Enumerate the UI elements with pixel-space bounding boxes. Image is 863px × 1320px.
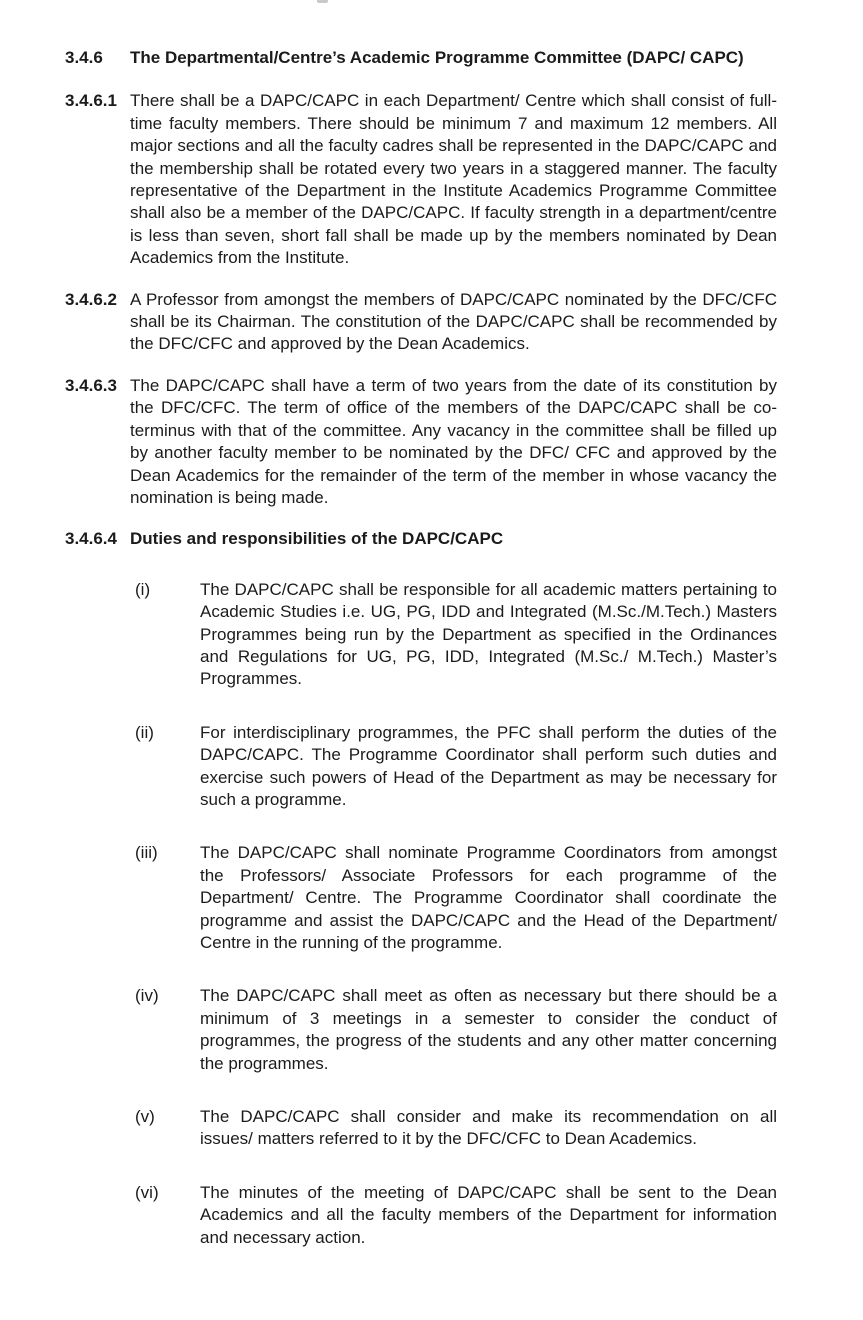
- list-item-v: [65, 1106, 777, 1151]
- section-heading: [65, 47, 777, 69]
- list-marker: (i): [135, 579, 151, 599]
- clause-text: The DAPC/CAPC shall have a term of two years from the date of its constitution by the DFC/CFC. The term of office of the members of the DAPC/CAPC shall be co-terminus with that of the committee. Any vacancy in the committee shall be filled up by another faculty member to be nominated by the DFC/ CFC and approved by the Dean Academics for the remainder of the term of the member in whose vacancy the nomination is being made.: [130, 375, 777, 507]
- list-item-i: [65, 579, 777, 691]
- list-marker: (v): [135, 1107, 155, 1127]
- clause-text: A Professor from amongst the members of DAPC/CAPC nominated by the DFC/CFC shall be its Chairman. The constitution of the DAPC/CAPC shall be recommended by the DFC/CFC and approved by the Dean Academics.: [130, 289, 777, 354]
- list-item-iii: [65, 842, 777, 954]
- clause-3-4-6-1: [65, 90, 777, 269]
- list-item-text: The minutes of the meeting of DAPC/CAPC shall be sent to the Dean Academics and all the faculty members of the Department for information and necessary action.: [200, 1182, 777, 1247]
- subsection-heading-number: 3.4.6.4: [65, 529, 117, 549]
- clause-number: 3.4.6.1: [65, 91, 117, 111]
- section-heading-number: 3.4.6: [65, 48, 103, 67]
- subsection-heading-title: Duties and responsibilities of the DAPC/CAPC: [130, 529, 504, 549]
- list-item-text: The DAPC/CAPC shall nominate Programme Coordinators from amongst the Professors/ Associate Professors for each programme of the Department/ Centre. The Programme Coordinator shall coordinate the programme and assist the DAPC/CAPC and the Head of the Department/ Centre in the running of the programme.: [200, 843, 777, 952]
- list-marker: (ii): [135, 722, 154, 742]
- duties-list: [65, 579, 777, 1249]
- list-marker: (iv): [135, 986, 159, 1006]
- page-scan-artifact: [317, 0, 328, 3]
- clause-3-4-6-3: [65, 375, 777, 509]
- clause-3-4-6-2: [65, 289, 777, 356]
- section-heading-title: The Departmental/Centre’s Academic Programme Committee (DAPC/ CAPC): [130, 48, 744, 67]
- page-content: [65, 47, 777, 1280]
- list-marker: (vi): [135, 1182, 159, 1202]
- clause-text: There shall be a DAPC/CAPC in each Department/ Centre which shall consist of full-time faculty members. There should be minimum 7 and maximum 12 members. All major sections and all the faculty cadres shall be represented in the DAPC/CAPC and the membership shall be rotated every two years in a staggered manner. The faculty representative of the Department in the Institute Academics Programme Committee shall also be a member of the DAPC/CAPC. If faculty strength in a department/centre is less than seven, short fall shall be made up by the members nominated by Dean Academics from the Institute.: [130, 91, 777, 268]
- list-item-text: For interdisciplinary programmes, the PFC shall perform the duties of the DAPC/CAPC. The Programme Coordinator shall perform such duties and exercise such powers of Head of the Department as may be necessary for such a programme.: [200, 722, 777, 809]
- clause-number: 3.4.6.3: [65, 375, 117, 395]
- list-item-vi: [65, 1182, 777, 1249]
- subsection-heading: [65, 528, 777, 550]
- list-marker: (iii): [135, 843, 158, 863]
- clause-number: 3.4.6.2: [65, 289, 117, 309]
- list-item-text: The DAPC/CAPC shall be responsible for all academic matters pertaining to Academic Studies i.e. UG, PG, IDD and Integrated (M.Sc./M.Tech.) Masters Programmes being run by the Department as specified in the Ordinances and Regulations for UG, PG, IDD, Integrated (M.Sc./ M.Tech.) Master’s Programmes.: [200, 579, 777, 689]
- list-item-ii: [65, 722, 777, 812]
- list-item-text: The DAPC/CAPC shall meet as often as necessary but there should be a minimum of 3 meetings in a semester to consider the conduct of programmes, the progress of the students and any other matter concerning the programmes.: [200, 986, 777, 1073]
- list-item-iv: [65, 985, 777, 1075]
- list-item-text: The DAPC/CAPC shall consider and make its recommendation on all issues/ matters referred to it by the DFC/CFC to Dean Academics.: [200, 1107, 777, 1149]
